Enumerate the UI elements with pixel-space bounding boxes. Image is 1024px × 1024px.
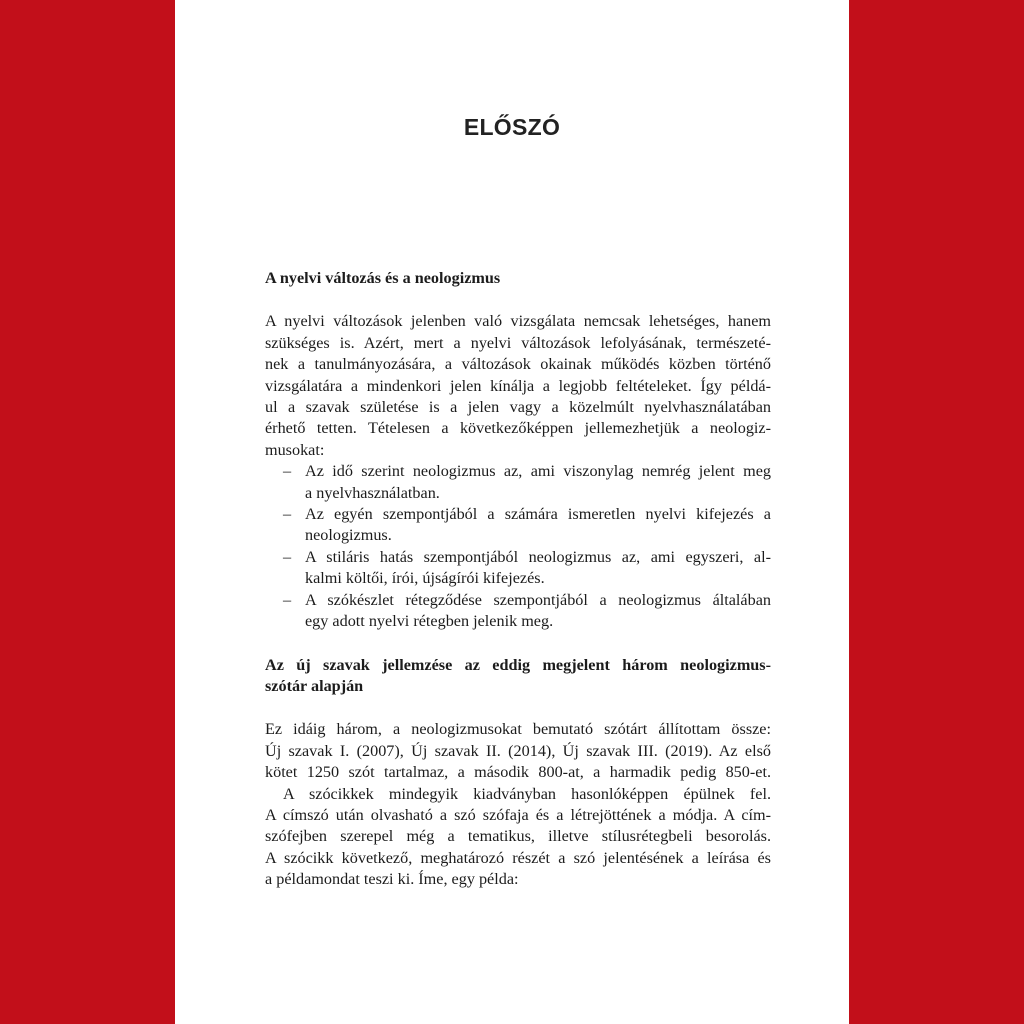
list-item-text: Az egyén szempontjából a számára ismeretlen nyelvi kifejezés a — [305, 505, 771, 524]
page-body — [265, 268, 771, 891]
dash-marker: – — [283, 590, 292, 609]
list-item-text: A szókészlet rétegződése szempontjából a neologizmus általában — [305, 590, 771, 609]
list-item-text: A stiláris hatás szempontjából neologizmus az, ami egyszeri, al- — [305, 547, 771, 566]
dash-marker: – — [283, 547, 292, 566]
paragraph-line: ul a szavak születése is a jelen vagy a közelmúlt nyelvhasználatában — [265, 398, 771, 417]
page-title: ELŐSZÓ — [463, 114, 561, 140]
paragraph-line: Új szavak I. (2007), Új szavak II. (2014), Új szavak III. (2019). Az első — [265, 741, 771, 760]
list-item — [265, 590, 771, 611]
list-item-continuation: kalmi költői, írói, újságírói kifejezés. — [305, 569, 545, 588]
paragraph-line: szófejben szerepel még a tematikus, illetve stílusrétegbeli besorolás. — [265, 827, 771, 846]
paragraph-line: A nyelvi változások jelenben való vizsgálata nemcsak lehetséges, hanem — [265, 312, 771, 331]
list-item — [265, 547, 771, 568]
paragraph-line: kötet 1250 szót tartalmaz, a második 800-at, a harmadik pedig 850-et. — [265, 763, 771, 782]
paragraph-line: nek a tanulmányozására, a változások okainak működés közben történő — [265, 355, 771, 374]
list-item — [265, 461, 771, 482]
section-heading: A nyelvi változás és a neologizmus — [265, 269, 501, 287]
paragraph-line: a példamondat teszi ki. Íme, egy példa: — [265, 870, 519, 889]
spacer — [265, 289, 771, 311]
paragraph-line: A szócikkek mindegyik kiadványban hasonlóképpen épülnek fel. — [283, 784, 771, 803]
paragraph-line: vizsgálatára a mindenkori jelen kínálja a legjobb feltételeket. Így példá- — [265, 376, 771, 395]
list-item-text: Az idő szerint neologizmus az, ami viszonylag nemrég jelent meg — [305, 462, 771, 481]
section-heading: Az új szavak jellemzése az eddig megjelent három neologizmus- — [265, 655, 771, 674]
dash-marker: – — [283, 462, 292, 481]
paragraph-line: érhető tetten. Tételesen a következőképpen jellemezhetjük a neologiz- — [265, 419, 771, 438]
section-heading-continuation: szótár alapján — [265, 676, 364, 695]
paragraph-line: A szócikk következő, meghatározó részét a szó jelentésének a leírása és — [265, 848, 771, 867]
book-page — [175, 0, 849, 1024]
list-item-continuation: egy adott nyelvi rétegben jelenik meg. — [305, 612, 554, 631]
spacer — [265, 697, 771, 719]
spacer — [265, 633, 771, 655]
list-item — [265, 504, 771, 525]
paragraph-line: musokat: — [265, 440, 325, 459]
dash-marker: – — [283, 505, 292, 524]
list-item-continuation: neologizmus. — [305, 526, 392, 545]
list-item-continuation: a nyelvhasználatban. — [305, 483, 440, 502]
paragraph-line: Ez idáig három, a neologizmusokat bemutató szótárt állítottam össze: — [265, 720, 771, 739]
paragraph-line: A címszó után olvasható a szó szófaja és a létrejöttének a módja. A cím- — [265, 805, 771, 824]
paragraph-line: szükséges is. Azért, mert a nyelvi változások lefolyásának, természeté- — [265, 333, 771, 352]
